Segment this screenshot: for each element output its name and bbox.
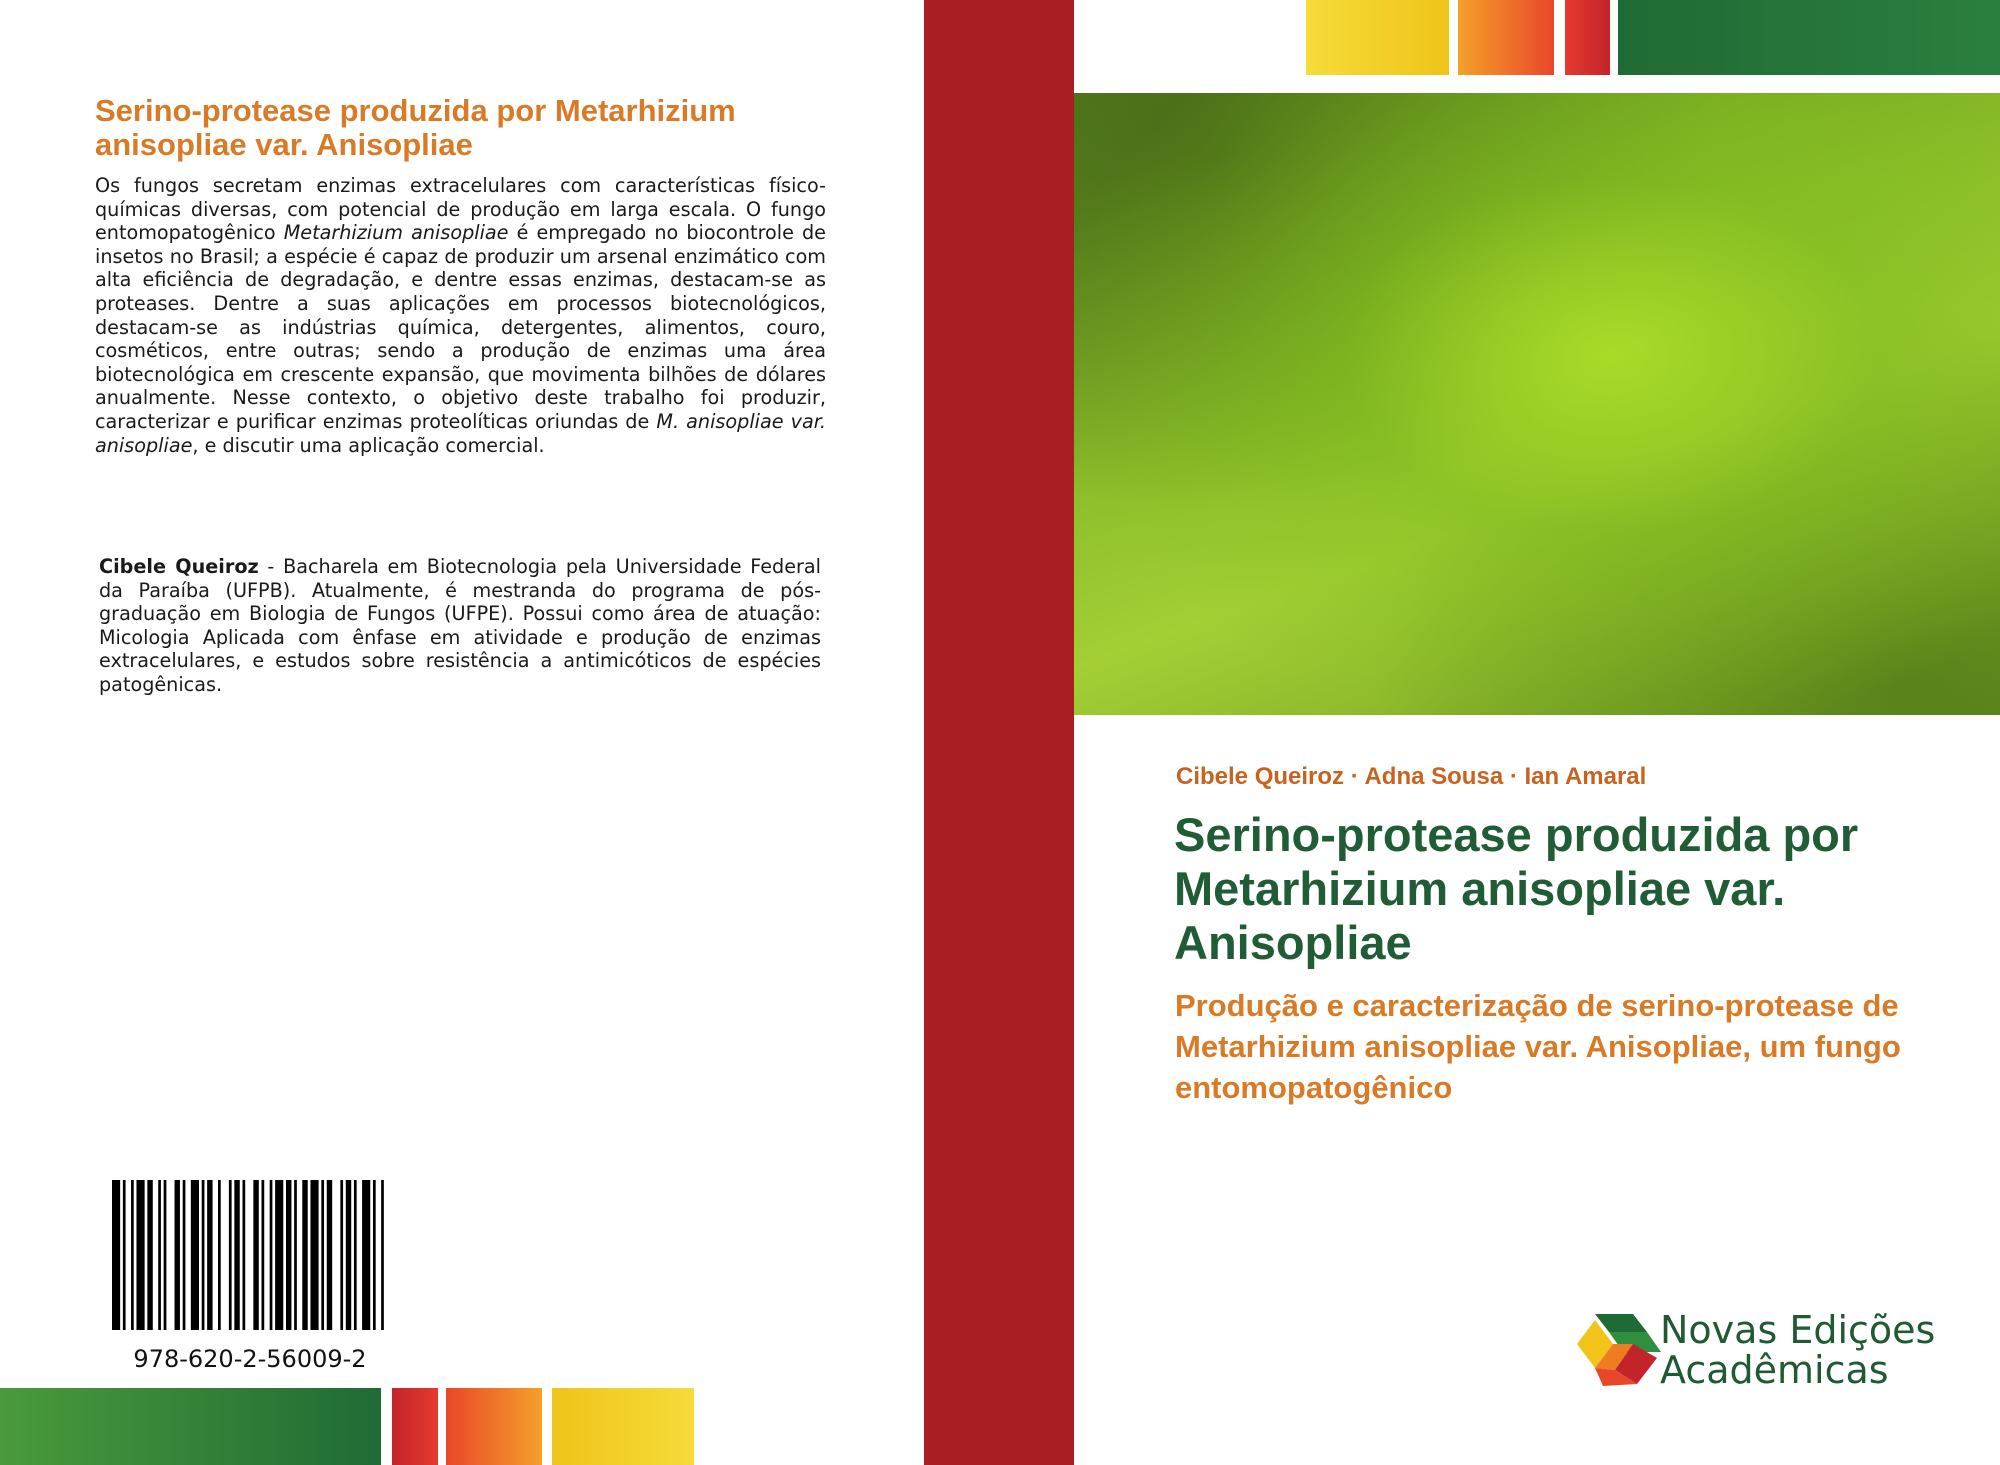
barcode-bar xyxy=(346,1180,351,1330)
publisher-logo-icon xyxy=(1573,1310,1663,1390)
publisher-name-line1: Novas Edições xyxy=(1660,1308,1936,1352)
barcode-bar xyxy=(270,1180,273,1330)
barcode-bar xyxy=(327,1180,332,1330)
back-color-stripes xyxy=(0,1388,700,1465)
barcode-bar xyxy=(131,1180,134,1330)
publisher-name-line2: Acadêmicas xyxy=(1660,1348,1889,1392)
stripe-red xyxy=(1565,0,1610,75)
stripe-yellow xyxy=(552,1388,694,1465)
barcode-bar xyxy=(354,1180,357,1330)
barcode-bar xyxy=(164,1180,167,1330)
barcode-bar xyxy=(362,1180,370,1330)
barcode-bar xyxy=(229,1180,232,1330)
stripe-orange xyxy=(1458,0,1554,75)
barcode-bar xyxy=(234,1180,239,1330)
stripe-green xyxy=(0,1388,381,1465)
synopsis-text: Os fungos secretam enzimas extracelulares com características físico-químicas diversas, com potencial de produção em larga escala. O fungo entomopatogênico xyxy=(95,174,826,245)
barcode-bar xyxy=(321,1180,324,1330)
barcode-bar xyxy=(253,1180,258,1330)
front-cover-authors: Cibele Queiroz · Adna Sousa · Ian Amaral xyxy=(1176,763,1647,790)
front-cover-subtitle: Produção e caracterização de serino-protease de Metarhizium anisopliae var. Anisopliae, um fungo entomopatogênico xyxy=(1175,988,1901,1105)
author-bio xyxy=(99,555,821,697)
synopsis-text: é empregado no biocontrole de insetos no Brasil; a espécie é capaz de produzir um arsenal enzimático com alta eficiência de degradação, e dentre essas enzimas, destacam-se as proteases. Dentre a suas aplicações em processos biotecnológicos, destacam-se as indústrias química, detergentes, alimentos, couro, cosméticos, entre outras; sendo a produção de enzimas uma área biotecnológica em crescente expansão, que movimenta bilhões de dólares anualmente. Nesse contexto, o objetivo deste trabalho foi produzir, caracterizar e purificar enzimas proteolíticas oriundas de xyxy=(95,221,826,433)
barcode-bar xyxy=(275,1180,283,1330)
synopsis-italic-species: Metarhizium anisopliae xyxy=(283,221,509,245)
barcode-bar xyxy=(202,1180,205,1330)
stripe-yellow xyxy=(1306,0,1449,75)
barcode-bar xyxy=(112,1180,120,1330)
barcode-bar xyxy=(136,1180,144,1330)
synopsis-italic-variety: M. anisopliae var. anisopliae xyxy=(95,409,826,457)
front-color-stripes xyxy=(1306,0,2000,75)
barcode-bar xyxy=(123,1180,126,1330)
synopsis-text: , e discutir uma aplicação comercial. xyxy=(192,433,545,457)
barcode-bar xyxy=(175,1180,180,1330)
barcode-bar xyxy=(310,1180,318,1330)
cover-image-green-texture xyxy=(1074,93,2000,715)
book-spine xyxy=(924,0,1074,1465)
author-bio-name: Cibele Queiroz xyxy=(99,555,259,578)
barcode-bar xyxy=(218,1180,221,1330)
barcode-bar xyxy=(191,1180,199,1330)
barcode-bar xyxy=(183,1180,186,1330)
barcode-bar xyxy=(302,1180,307,1330)
back-cover-title: Serino-protease produzida por Metarhizium anisopliae var. Anisopliae xyxy=(95,93,736,162)
barcode-bar xyxy=(340,1180,343,1330)
barcode-bar xyxy=(294,1180,297,1330)
publisher-name xyxy=(1660,1310,1960,1390)
barcode-bar xyxy=(158,1180,161,1330)
stripe-green xyxy=(1618,0,2000,75)
front-cover-title: Serino-protease produzida por Metarhizium anisopliae var. Anisopliae xyxy=(1174,808,1859,969)
barcode-bar xyxy=(242,1180,245,1330)
stripe-red xyxy=(392,1388,438,1465)
barcode-bar xyxy=(381,1180,384,1330)
back-cover-synopsis xyxy=(95,174,826,457)
isbn-number: 978-620-2-56009-2 xyxy=(133,1345,367,1373)
stripe-orange xyxy=(446,1388,542,1465)
author-bio-text: - Bacharela em Biotecnologia pela Universidade Federal da Paraíba (UFPB). Atualmente, é mestranda do programa de pós-graduação em Biologia de Fungos (UFPE). Possui como área de atuação: Micologia Aplicada com ênfase em atividade e produção de enzimas extracelulares, e estudos sobre resistência a antimicóticos de espécies patogênicas. xyxy=(99,555,821,696)
barcode-bar xyxy=(286,1180,291,1330)
barcode-bar xyxy=(262,1180,265,1330)
barcode-bar xyxy=(373,1180,376,1330)
barcode-icon xyxy=(112,1180,392,1330)
barcode-bar xyxy=(207,1180,212,1330)
barcode-bar xyxy=(147,1180,152,1330)
